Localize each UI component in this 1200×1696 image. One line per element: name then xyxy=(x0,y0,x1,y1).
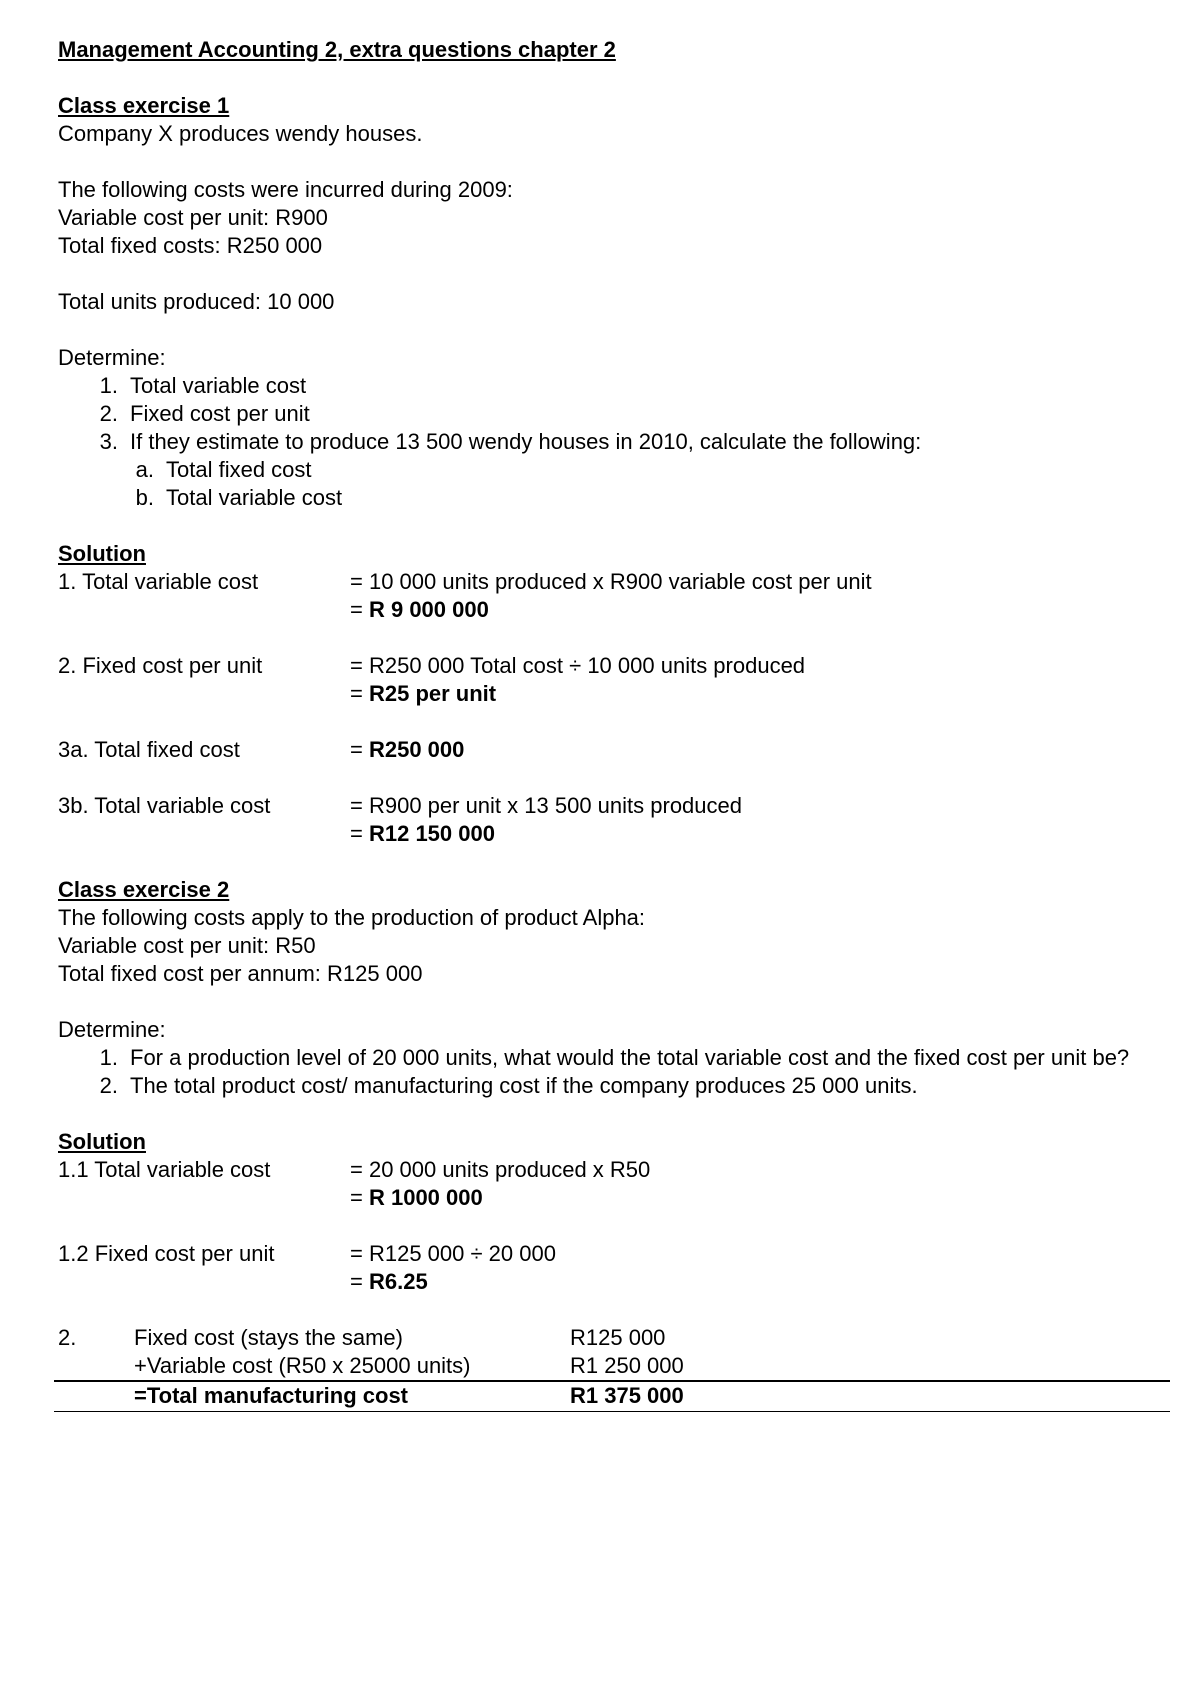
list-marker: 1. xyxy=(99,1045,118,1070)
solution-row xyxy=(58,1240,1158,1268)
equals-sign: = xyxy=(350,1269,369,1294)
list-item xyxy=(58,372,1158,400)
exercise-2-intro: The following costs apply to the production of product Alpha: xyxy=(58,905,646,930)
sub-list-item xyxy=(58,456,1158,484)
equals-sign: = xyxy=(350,597,369,622)
solution-row xyxy=(58,736,1158,764)
solution-result: R 9 000 000 xyxy=(368,597,489,622)
table-row xyxy=(54,1352,1170,1380)
sub-list-item-text: Total variable cost xyxy=(166,485,343,510)
exercise-2-variable-cost: Variable cost per unit: R50 xyxy=(58,933,316,958)
solution-row xyxy=(58,792,1158,820)
sub-list-item-text: Total fixed cost xyxy=(166,457,312,482)
solution-row xyxy=(58,568,1158,596)
equals-sign: = xyxy=(350,737,369,762)
table-row xyxy=(54,1324,1170,1352)
exercise-1-fixed-costs: Total fixed costs: R250 000 xyxy=(58,233,323,258)
exercise-1-heading: Class exercise 1 xyxy=(58,93,230,118)
solution-row xyxy=(58,596,1158,624)
solution-row xyxy=(58,652,1158,680)
solution-calculation: = R250 000 Total cost ÷ 10 000 units produced xyxy=(350,653,806,678)
solution-row xyxy=(58,1156,1158,1184)
exercise-1-variable-cost: Variable cost per unit: R900 xyxy=(58,205,328,230)
exercise-2-solution-heading: Solution xyxy=(58,1129,146,1154)
list-marker: 3. xyxy=(99,429,118,454)
exercise-1-units: Total units produced: 10 000 xyxy=(58,289,335,314)
sub-list-item xyxy=(58,484,1158,512)
list-item xyxy=(58,1044,1158,1072)
sub-list-marker: b. xyxy=(135,485,154,510)
solution-row xyxy=(58,820,1158,848)
exercise-1-determine: Determine: xyxy=(58,345,166,370)
list-item-text: Fixed cost per unit xyxy=(130,401,310,426)
document-body xyxy=(58,36,1158,1412)
exercise-2-heading: Class exercise 2 xyxy=(58,877,230,902)
table-cell-value: R125 000 xyxy=(570,1325,666,1350)
solution-result: R 1000 000 xyxy=(368,1185,483,1210)
exercise-1-costs-intro: The following costs were incurred during 2009: xyxy=(58,177,513,202)
exercise-2-fixed-cost: Total fixed cost per annum: R125 000 xyxy=(58,961,423,986)
solution-result: R6.25 xyxy=(368,1269,428,1294)
document-title: Management Accounting 2, extra questions chapter 2 xyxy=(58,37,616,62)
list-item-text: For a production level of 20 000 units, what would the total variable cost and the fixed cost per unit be? xyxy=(130,1045,1130,1070)
equals-sign: = xyxy=(350,1185,369,1210)
solution-label: 1.2 Fixed cost per unit xyxy=(58,1241,275,1266)
list-marker: 2. xyxy=(99,401,118,426)
solution-label: 1. Total variable cost xyxy=(58,569,259,594)
table-cell-label: Fixed cost (stays the same) xyxy=(134,1325,403,1350)
solution-label: 1.1 Total variable cost xyxy=(58,1157,271,1182)
solution-row xyxy=(58,1184,1158,1212)
solution-row xyxy=(58,680,1158,708)
list-item xyxy=(58,400,1158,428)
solution-calculation: = R900 per unit x 13 500 units produced xyxy=(350,793,742,818)
solution-result: R250 000 xyxy=(368,737,465,762)
list-item xyxy=(58,1072,1158,1100)
solution-calculation: = R125 000 ÷ 20 000 xyxy=(350,1241,556,1266)
table-total-row xyxy=(54,1380,1170,1412)
table-marker: 2. xyxy=(58,1325,77,1350)
exercise-2-determine: Determine: xyxy=(58,1017,166,1042)
equals-sign: = xyxy=(350,681,369,706)
solution-label: 3b. Total variable cost xyxy=(58,793,271,818)
manufacturing-cost-table xyxy=(54,1324,1170,1412)
table-total-label: =Total manufacturing cost xyxy=(134,1383,409,1408)
solution-calculation: = 10 000 units produced x R900 variable cost per unit xyxy=(350,569,872,594)
solution-row xyxy=(58,1268,1158,1296)
list-item-text: The total product cost/ manufacturing cost if the company produces 25 000 units. xyxy=(130,1073,918,1098)
equals-sign: = xyxy=(350,821,369,846)
list-item xyxy=(58,428,1158,456)
solution-label: 2. Fixed cost per unit xyxy=(58,653,263,678)
list-marker: 1. xyxy=(99,373,118,398)
exercise-1-intro: Company X produces wendy houses. xyxy=(58,121,423,146)
solution-calculation: = 20 000 units produced x R50 xyxy=(350,1157,651,1182)
sub-list-marker: a. xyxy=(135,457,154,482)
list-item-text: Total variable cost xyxy=(130,373,307,398)
solution-label: 3a. Total fixed cost xyxy=(58,737,240,762)
table-cell-value: R1 250 000 xyxy=(570,1353,684,1378)
list-marker: 2. xyxy=(99,1073,118,1098)
list-item-text: If they estimate to produce 13 500 wendy houses in 2010, calculate the following: xyxy=(130,429,922,454)
solution-result: R12 150 000 xyxy=(368,821,495,846)
table-total-value: R1 375 000 xyxy=(570,1383,684,1408)
table-cell-label: +Variable cost (R50 x 25000 units) xyxy=(134,1353,471,1378)
solution-result: R25 per unit xyxy=(368,681,497,706)
exercise-1-solution-heading: Solution xyxy=(58,541,146,566)
